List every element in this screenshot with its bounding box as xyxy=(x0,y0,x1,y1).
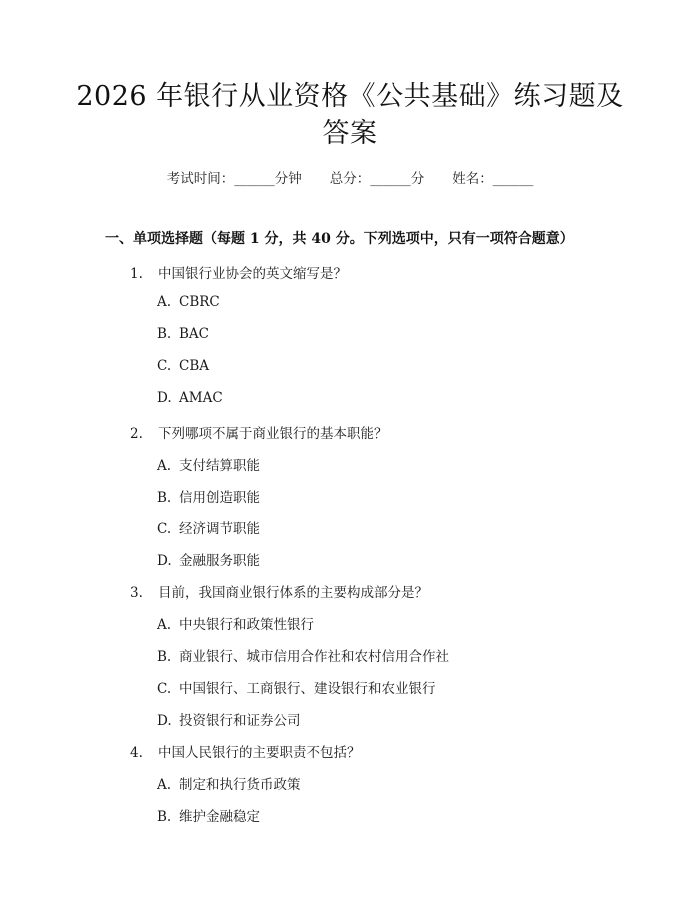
option-text: 维护金融稳定 xyxy=(179,809,260,825)
question-text: 目前，我国商业银行体系的主要构成部分是？ xyxy=(158,585,428,601)
option-text: 商业银行、城市信用合作社和农村信用合作社 xyxy=(179,649,449,665)
option-text: 支付结算职能 xyxy=(179,458,260,474)
option-3b xyxy=(157,645,449,665)
option-letter: A. xyxy=(157,777,172,793)
option-1d xyxy=(157,390,223,406)
question-4 xyxy=(130,741,361,761)
option-text: 中央银行和政策性银行 xyxy=(179,617,314,633)
option-text: 投资银行和证券公司 xyxy=(179,713,301,729)
name-field: 姓名：______ xyxy=(452,171,534,187)
option-text: 制定和执行货币政策 xyxy=(179,777,301,793)
option-text: 金融服务职能 xyxy=(179,553,260,569)
option-letter: C. xyxy=(157,358,172,374)
option-text: CBRC xyxy=(179,294,220,310)
exam-meta xyxy=(0,167,700,187)
question-1 xyxy=(130,262,347,282)
option-letter: B. xyxy=(157,809,172,825)
option-2b xyxy=(157,486,260,506)
option-letter: A. xyxy=(157,617,172,633)
option-letter: B. xyxy=(157,490,172,506)
section-heading: 一、单项选择题（每题 1 分，共 40 分。下列选项中，只有一项符合题意） xyxy=(105,231,574,247)
option-letter: D. xyxy=(157,390,172,406)
question-3 xyxy=(130,581,428,601)
option-letter: A. xyxy=(157,294,172,310)
option-3c xyxy=(157,677,436,697)
question-text: 中国银行业协会的英文缩写是？ xyxy=(158,266,347,282)
option-text: CBA xyxy=(179,358,209,374)
option-2a xyxy=(157,454,260,474)
option-text: 信用创造职能 xyxy=(179,490,260,506)
question-2 xyxy=(130,422,388,442)
option-1b xyxy=(157,326,209,342)
title-line-2: 答案 xyxy=(322,118,378,149)
option-letter: D. xyxy=(157,553,172,569)
option-2d xyxy=(157,549,260,569)
document-title xyxy=(60,78,640,152)
exam-time-field: 考试时间：______分钟 xyxy=(166,171,302,187)
option-3d xyxy=(157,709,301,729)
option-letter: A. xyxy=(157,458,172,474)
option-letter: C. xyxy=(157,681,172,697)
question-text: 下列哪项不属于商业银行的基本职能？ xyxy=(158,426,388,442)
option-letter: C. xyxy=(157,521,172,537)
question-number: 2. xyxy=(130,426,143,442)
option-4a xyxy=(157,773,301,793)
option-text: 中国银行、工商银行、建设银行和农业银行 xyxy=(179,681,436,697)
total-score-field: 总分：______分 xyxy=(329,171,425,187)
option-text: BAC xyxy=(179,326,209,342)
option-2c xyxy=(157,517,260,537)
option-letter: B. xyxy=(157,649,172,665)
option-1c xyxy=(157,358,209,374)
option-text: 经济调节职能 xyxy=(179,521,260,537)
question-number: 3. xyxy=(130,585,143,601)
question-text: 中国人民银行的主要职责不包括？ xyxy=(158,745,361,761)
option-text: AMAC xyxy=(179,390,223,406)
option-3a xyxy=(157,613,314,633)
question-number: 1. xyxy=(130,266,143,282)
option-letter: D. xyxy=(157,713,172,729)
option-4b xyxy=(157,805,260,825)
option-letter: B. xyxy=(157,326,172,342)
title-line-1: 2026 年银行从业资格《公共基础》练习题及 xyxy=(76,81,624,112)
option-1a xyxy=(157,294,220,310)
question-number: 4. xyxy=(130,745,143,761)
